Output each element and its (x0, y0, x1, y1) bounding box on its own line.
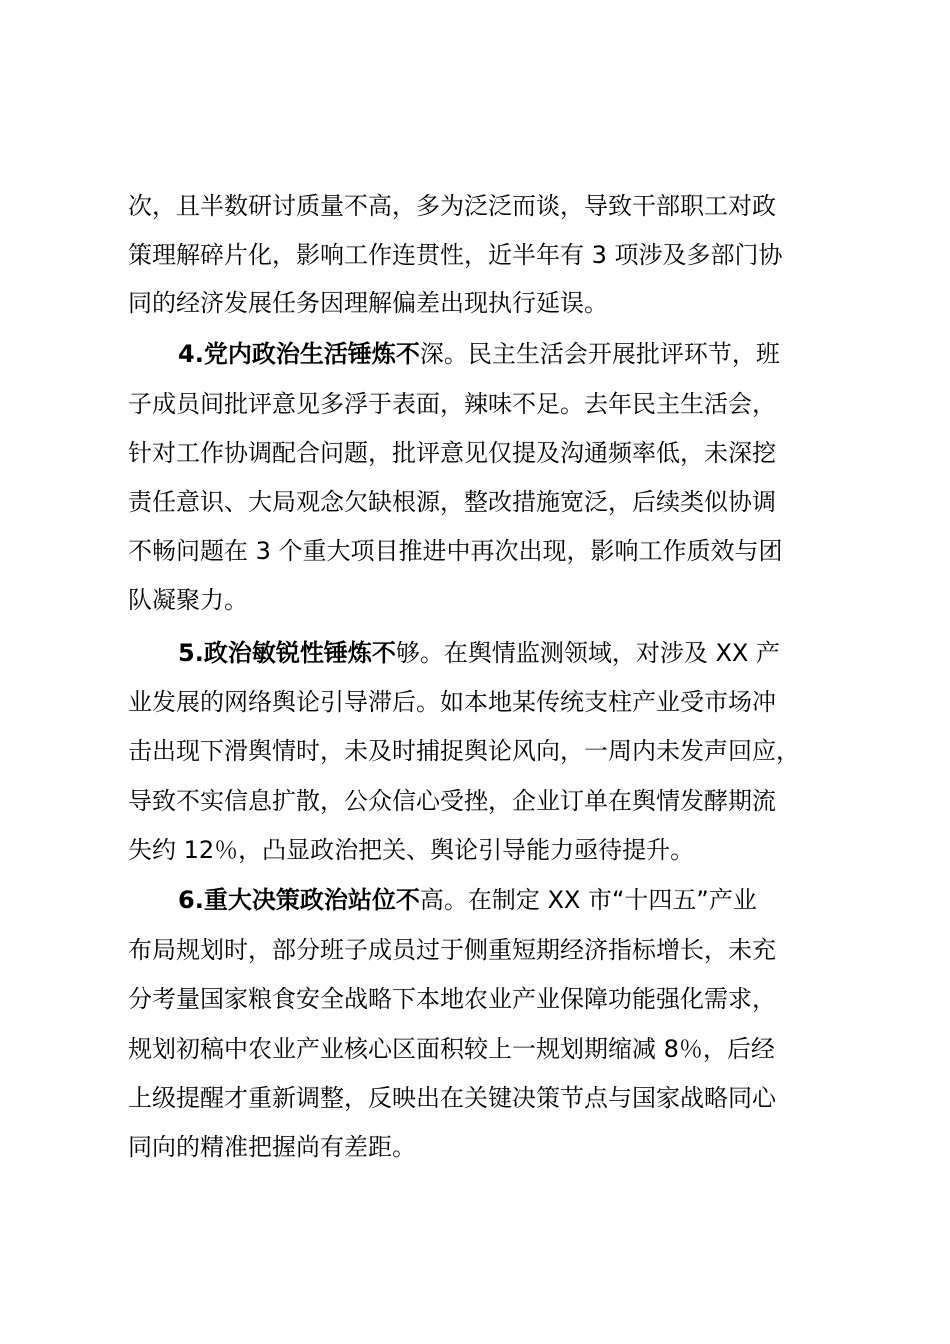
paragraph-line: 同的经济发展任务因理解偏差出现执行延误。 (128, 289, 608, 317)
paragraph-line: 业发展的网络舆论引导滞后。如本地某传统支柱产业受市场冲 (128, 688, 776, 716)
paragraph-line: 导致不实信息扩散，公众信心受挫，企业订单在舆情发酵期流 (128, 787, 776, 815)
paragraph-line: 分考量国家粮食安全战略下本地农业产业保障功能强化需求， (128, 985, 776, 1013)
paragraph-line: 上级提醒才重新调整，反映出在关键决策节点与国家战略同心 (128, 1084, 776, 1112)
paragraph-line: 失约 12％，凸显政治把关、舆论引导能力亟待提升。 (128, 836, 695, 864)
paragraph-line: 规划初稿中农业产业核心区面积较上一规划期缩减 8％，后经 (128, 1035, 775, 1063)
section-first-line (178, 637, 780, 669)
paragraph-line: 布局规划时，部分班子成员过于侧重短期经济指标增长，未充 (128, 936, 776, 964)
paragraph-line: 策理解碎片化，影响工作连贯性，近半年有 3 项涉及多部门协 (128, 241, 783, 269)
paragraph-line: 责任意识、大局观念欠缺根源，整改措施宽泛，后续类似协调 (128, 488, 776, 516)
paragraph-line: 针对工作协调配合问题，批评意见仅提及沟通频率低，未深挖 (128, 439, 776, 467)
section-heading: 5.政治敏锐性锤炼不 (178, 639, 396, 667)
section-heading: 6.重大决策政治站位不 (178, 886, 420, 914)
paragraph-line: 次，且半数研讨质量不高，多为泛泛而谈，导致干部职工对政 (128, 192, 776, 220)
paragraph-line: 队凝聚力。 (128, 586, 248, 614)
section-first-line (178, 884, 757, 916)
section-text: 高。在制定 XX 市“十四五”产业 (419, 886, 757, 914)
section-text: 够。在舆情监测领域，对涉及 XX 产 (395, 639, 780, 667)
section-first-line (178, 338, 780, 370)
paragraph-line: 击出现下滑舆情时，未及时捕捉舆论风向，一周内未发声回应， (128, 737, 800, 765)
section-heading: 4.党内政治生活锤炼不 (178, 340, 420, 368)
paragraph-line: 同向的精准把握尚有差距。 (128, 1133, 416, 1161)
section-text: 深。民主生活会开展批评环节，班 (419, 340, 780, 368)
paragraph-line: 不畅问题在 3 个重大项目推进中再次出现，影响工作质效与团 (128, 537, 783, 565)
paragraph-line: 子成员间批评意见多浮于表面，辣味不足。去年民主生活会， (128, 390, 776, 418)
